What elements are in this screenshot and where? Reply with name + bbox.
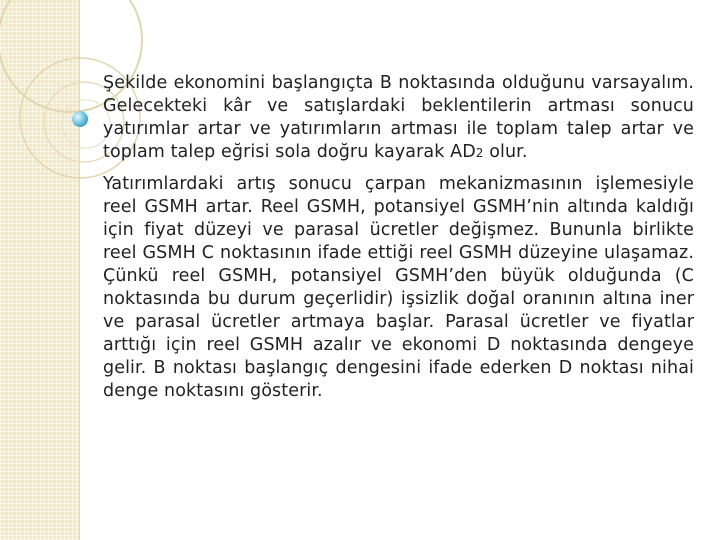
paragraph-1 bbox=[103, 72, 694, 165]
paragraph-2: Yatırımlardaki artış sonucu çarpan mekanizmasının işlemesiyle reel GSMH artar. Reel GSMH, potansiyel GSMH’nin altında kaldığı için fiyat düzeyi ve parasal ücretler değişmez. Bununla birlikte reel GSMH C noktasının ifade ettiği reel GSMH düzeyine ulaşamaz. Çünkü reel GSMH, potansiyel GSMH’den büyük olduğunda (C noktasında bu durum geçerlidir) işsizlik doğal oranının altına iner ve parasal ücretler artmaya başlar. Parasal ücretler ve fiyatlar arttığı için reel GSMH azalır ve ekonomi D noktasında dengeye gelir. B noktası başlangıç dengesini ifade ederken D noktası nihai denge noktasını gösterir. bbox=[103, 174, 694, 401]
paragraph-1-text: Şekilde ekonomini başlangıçta B noktasında olduğunu varsayalım. Gelecekteki kâr ve satışlardaki beklentilerin artması sonucu yatırımlar artar ve yatırımların artması ile toplam talep artar ve toplam talep eğrisi sola doğru kayarak AD bbox=[103, 73, 694, 162]
paragraph-1-subscript: 2 bbox=[475, 146, 484, 160]
decorative-blue-dot-icon bbox=[72, 111, 88, 127]
paragraph-1-text-end: olur. bbox=[483, 142, 528, 162]
slide-body bbox=[103, 72, 694, 411]
